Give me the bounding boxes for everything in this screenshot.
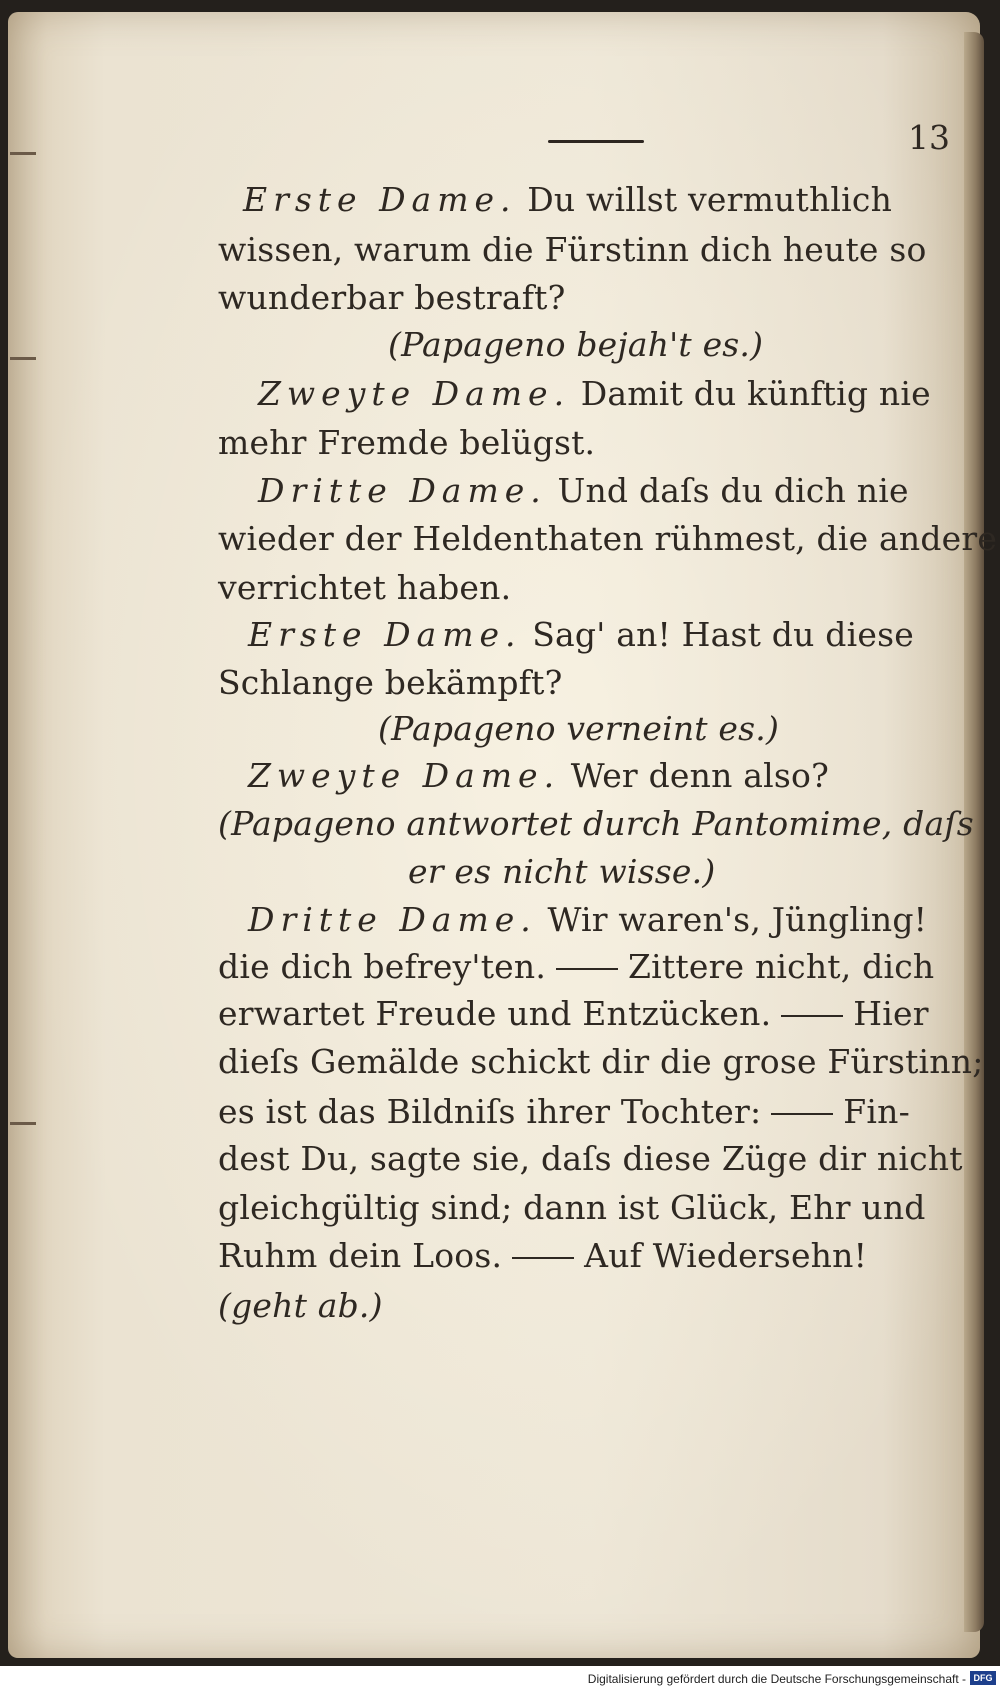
stage-text: (Papageno antwortet durch Pantomime, daſs	[218, 804, 974, 843]
header-rule	[548, 140, 644, 143]
stage-text: (Papageno verneint es.)	[378, 709, 780, 748]
text-line	[218, 230, 927, 270]
line-text: Wir waren's, Jüngling!	[536, 900, 928, 939]
book-page	[8, 12, 998, 1658]
line-text: wunderbar bestraft?	[218, 278, 566, 317]
text-line	[218, 1139, 963, 1179]
text-line	[218, 994, 929, 1034]
line-text: wissen, warum die Fürstinn dich heute so	[218, 230, 927, 269]
text-line	[248, 615, 914, 655]
line-text: gleichgültig sind; dann ist Glück, Ehr und	[218, 1188, 926, 1227]
text-line	[218, 1042, 984, 1082]
text-line	[258, 471, 909, 511]
text-line	[248, 900, 927, 940]
line-text: es ist das Bildniſs ihrer Tochter:	[218, 1092, 762, 1131]
speaker-name: Zweyte Dame.	[248, 756, 561, 795]
em-dash-rule	[771, 1113, 833, 1115]
digitization-footer	[0, 1666, 1000, 1692]
text-line	[218, 568, 511, 608]
stitch	[10, 357, 36, 360]
line-text: dest Du, sagte sie, daſs diese Züge dir nicht	[218, 1139, 963, 1178]
speaker-name: Zweyte Dame.	[258, 374, 571, 413]
stitch	[10, 1122, 36, 1125]
text-line	[243, 180, 892, 220]
stage-direction	[378, 709, 779, 749]
line-text: dieſs Gemälde schickt dir die grose Fürstinn;	[218, 1042, 984, 1081]
line-text: Sag' an! Hast du diese	[521, 615, 914, 654]
em-dash-rule	[556, 968, 618, 970]
line-text: Wer denn also?	[560, 756, 829, 795]
line-text: Du willst vermuthlich	[516, 180, 893, 219]
text-line	[218, 278, 566, 318]
page-number: 13	[908, 118, 950, 157]
speaker-name: Erste Dame.	[248, 615, 522, 654]
stage-text: (geht ab.)	[218, 1286, 383, 1325]
em-dash-rule	[512, 1257, 574, 1259]
line-text: Und daſs du dich nie	[546, 471, 909, 510]
stage-direction	[218, 1286, 383, 1326]
text-line	[218, 423, 595, 463]
binding-stitches	[8, 12, 48, 1658]
text-line	[248, 756, 829, 796]
line-text: Auf Wiedersehn!	[584, 1236, 868, 1275]
stage-direction	[388, 325, 763, 365]
speaker-name: Dritte Dame.	[248, 900, 537, 939]
stage-direction	[408, 852, 715, 892]
text-line	[218, 663, 562, 703]
line-text: mehr Fremde belügst.	[218, 423, 596, 462]
text-line	[258, 374, 931, 414]
line-text: die dich befrey'ten.	[218, 947, 547, 986]
line-text: Schlange bekämpft?	[218, 663, 563, 702]
text-line	[218, 1188, 926, 1228]
text-line	[218, 519, 997, 559]
text-line	[218, 1092, 910, 1132]
line-text: verrichtet haben.	[218, 568, 512, 607]
line-text: Ruhm dein Loos.	[218, 1236, 503, 1275]
em-dash-rule	[781, 1015, 843, 1017]
line-text: Zittere nicht, dich	[628, 947, 935, 986]
text-line	[218, 1236, 867, 1276]
line-text: Damit du künftig nie	[570, 374, 931, 413]
stage-direction	[218, 804, 974, 844]
line-text: Fin-	[843, 1092, 910, 1131]
speaker-name: Erste Dame.	[243, 180, 517, 219]
stage-text: (Papageno bejah't es.)	[388, 325, 764, 364]
line-text: Hier	[853, 994, 929, 1033]
text-line	[218, 947, 934, 987]
line-text: erwartet Freude und Entzücken.	[218, 994, 772, 1033]
speaker-name: Dritte Dame.	[258, 471, 547, 510]
footer-credit: Digitalisierung gefördert durch die Deutsche Forschungsgemeinschaft -	[587, 1672, 966, 1686]
dfg-logo: DFG	[970, 1671, 996, 1685]
stage-text: er es nicht wisse.)	[408, 852, 716, 891]
line-text: wieder der Heldenthaten rühmest, die andere	[218, 519, 998, 558]
stitch	[10, 152, 36, 155]
